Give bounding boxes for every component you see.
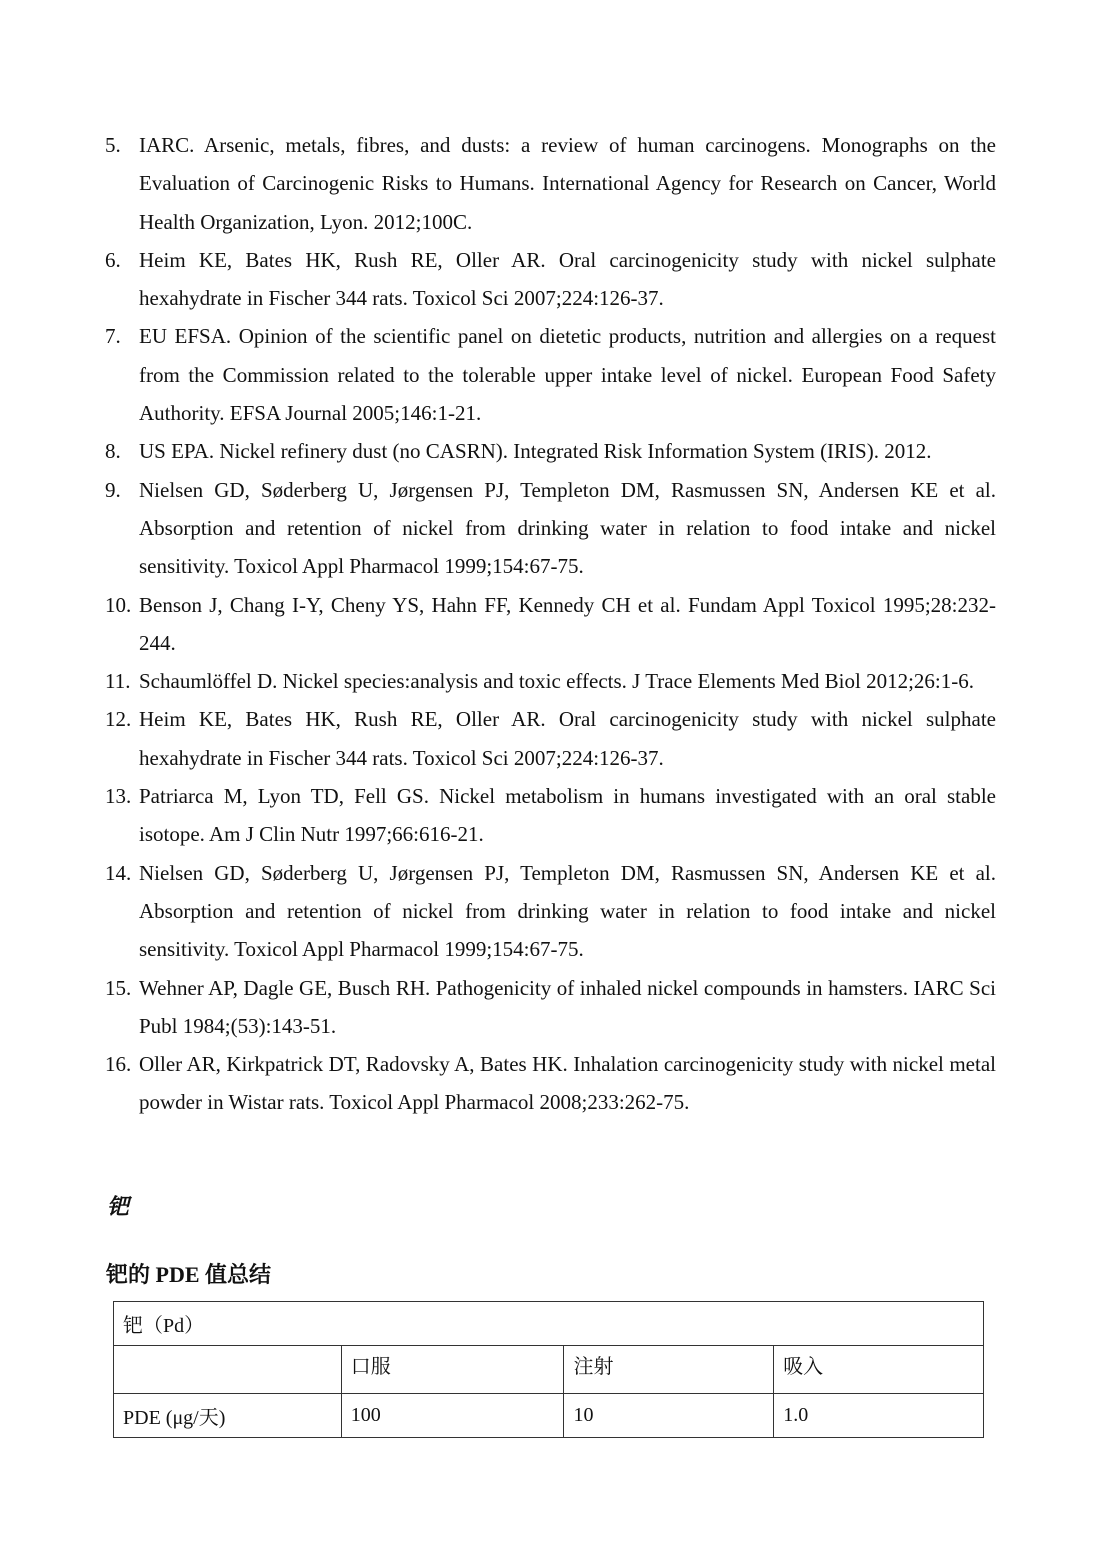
table-header-cell: 注射: [564, 1346, 774, 1394]
table-cell: 1.0: [774, 1394, 984, 1438]
table-cell: 100: [341, 1394, 564, 1438]
reference-item: [105, 700, 996, 777]
table-title-row: [114, 1302, 984, 1346]
reference-item: [105, 662, 996, 700]
reference-item: [105, 1045, 996, 1122]
reference-number: 12.: [105, 707, 132, 732]
table-cell: 10: [564, 1394, 774, 1438]
reference-number: 10.: [105, 592, 132, 617]
reference-number: 16.: [105, 1052, 132, 1077]
reference-number: 11.: [105, 669, 131, 694]
reference-text: EU EFSA. Opinion of the scientific panel on dietetic products, nutrition and allergies on a request from the Commission related to the tolerable upper intake level of nickel. European Food Safety Authority. EFSA Journal 2005;146:1-21.: [139, 324, 996, 426]
reference-text: Patriarca M, Lyon TD, Fell GS. Nickel metabolism in humans investigated with an oral stable isotope. Am J Clin Nutr 1997;66:616-21.: [139, 784, 996, 847]
reference-number: 13.: [105, 784, 132, 809]
reference-item: [105, 126, 996, 241]
table-title-cell: 钯（Pd）: [114, 1302, 984, 1346]
reference-number: 5.: [105, 133, 121, 157]
reference-text: Nielsen GD, Søderberg U, Jørgensen PJ, Templeton DM, Rasmussen SN, Andersen KE et al. Absorption and retention of nickel from drinking water in relation to food intake and nickel sensitivity. Toxicol Appl Pharmacol 1999;154:67-75.: [139, 860, 996, 962]
reference-item: [105, 586, 996, 663]
table-header-cell: 口服: [341, 1346, 564, 1394]
reference-item: [105, 854, 996, 969]
reference-text: Benson J, Chang I-Y, Cheny YS, Hahn FF, Kennedy CH et al. Fundam Appl Toxicol 1995;28:232-244.: [139, 592, 996, 655]
reference-text: Nielsen GD, Søderberg U, Jørgensen PJ, Templeton DM, Rasmussen SN, Andersen KE et al. Absorption and retention of nickel from drinking water in relation to food intake and nickel sensitivity. Toxicol Appl Pharmacol 1999;154:67-75.: [139, 477, 996, 579]
reference-text: Heim KE, Bates HK, Rush RE, Oller AR. Oral carcinogenicity study with nickel sulphate hexahydrate in Fischer 344 rats. Toxicol Sci 2007;224:126-37.: [139, 707, 996, 770]
reference-number: 9.: [105, 477, 121, 502]
reference-number: 8.: [105, 439, 121, 464]
table-header-cell: [114, 1346, 342, 1394]
reference-item: [105, 969, 996, 1046]
reference-number: 15.: [105, 975, 132, 1000]
reference-number: 6.: [105, 247, 121, 272]
reference-item: [105, 241, 996, 318]
reference-text: IARC. Arsenic, metals, fibres, and dusts: a review of human carcinogens. Monographs on the Evaluation of Carcinogenic Risks to Humans. International Agency for Research on Cancer, World Health Organization, Lyon. 2012;100C.: [139, 133, 996, 234]
table-row-label: PDE (μg/天): [114, 1394, 342, 1438]
reference-text: Schaumlöffel D. Nickel species:analysis and toxic effects. J Trace Elements Med Biol 2012;26:1-6.: [139, 669, 974, 694]
table-header-cell: 吸入: [774, 1346, 984, 1394]
reference-number: 14.: [105, 860, 132, 885]
reference-item: [105, 471, 996, 586]
table-header-row: [114, 1346, 984, 1394]
pde-summary-table: [113, 1301, 984, 1438]
table-row: [114, 1394, 984, 1438]
reference-text: Wehner AP, Dagle GE, Busch RH. Pathogenicity of inhaled nickel compounds in hamsters. IARC Sci Publ 1984;(53):143-51.: [139, 975, 996, 1038]
reference-list: [105, 126, 996, 1122]
reference-text: Oller AR, Kirkpatrick DT, Radovsky A, Bates HK. Inhalation carcinogenicity study with nickel metal powder in Wistar rats. Toxicol Appl Pharmacol 2008;233:262-75.: [139, 1052, 996, 1115]
reference-item: [105, 432, 996, 470]
section-title: 钯: [107, 1194, 130, 1219]
reference-item: [105, 317, 996, 432]
reference-text: US EPA. Nickel refinery dust (no CASRN). Integrated Risk Information System (IRIS). 2012.: [139, 439, 932, 464]
reference-item: [105, 777, 996, 854]
table-caption: 钯的 PDE 值总结: [106, 1262, 272, 1287]
reference-number: 7.: [105, 324, 121, 349]
reference-text: Heim KE, Bates HK, Rush RE, Oller AR. Oral carcinogenicity study with nickel sulphate hexahydrate in Fischer 344 rats. Toxicol Sci 2007;224:126-37.: [139, 247, 996, 311]
